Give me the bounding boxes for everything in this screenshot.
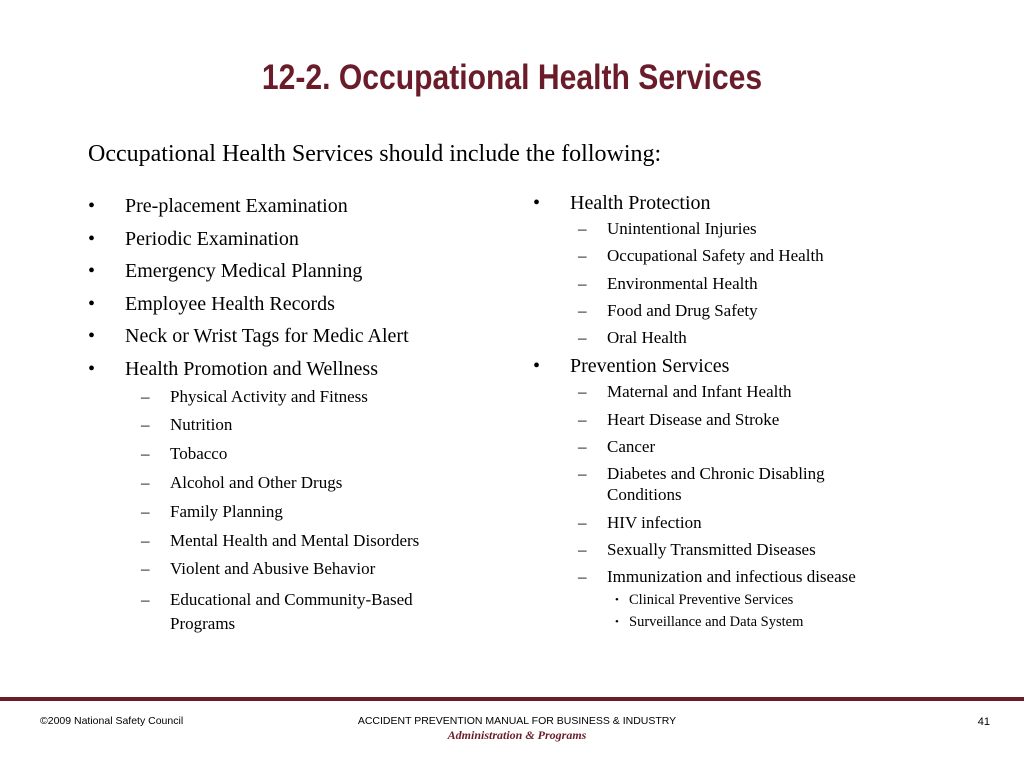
dash-icon: –	[141, 590, 150, 610]
sub-list-item	[578, 245, 953, 266]
sub-list-item	[578, 327, 953, 348]
list-item-label: Periodic Examination	[125, 227, 299, 250]
sub-list-item	[141, 588, 508, 636]
intro-text: Occupational Health Services should include the following:	[88, 141, 662, 167]
list-item-label: Prevention Services	[570, 355, 730, 378]
dash-icon: –	[578, 464, 587, 484]
bullet-icon: •	[533, 355, 541, 378]
footer-copyright: ©2009 National Safety Council	[40, 715, 184, 727]
list-item-label: Neck or Wrist Tags for Medic Alert	[125, 325, 409, 348]
dash-icon: –	[578, 273, 587, 293]
sub-sub-list-item-label: Clinical Preventive Services	[629, 592, 794, 609]
list-item	[88, 194, 508, 218]
sub-list-item	[578, 409, 953, 430]
sub-list-item-label: Mental Health and Mental Disorders	[170, 530, 420, 550]
sub-list-item-label: Family Planning	[170, 501, 283, 521]
bullet-icon: •	[615, 616, 619, 629]
sub-list-item	[578, 512, 953, 533]
dash-icon: –	[578, 512, 587, 532]
sub-list-item-label: HIV infection	[607, 512, 702, 532]
sub-list-item	[578, 566, 953, 587]
sub-list-item-label: Immunization and infectious disease	[607, 567, 856, 587]
bullet-icon: •	[88, 227, 96, 250]
list-item-label: Pre-placement Examination	[125, 195, 348, 217]
sublist-container	[88, 387, 508, 637]
list-item	[533, 191, 953, 215]
sublist-container	[533, 381, 953, 633]
sub-list-item-label: Tobacco	[170, 444, 228, 464]
dash-icon: –	[578, 300, 587, 320]
sub-list-item	[578, 381, 953, 402]
list-item-label: Employee Health Records	[125, 292, 335, 315]
sub-list-item-label: Sexually Transmitted Diseases	[607, 539, 816, 559]
health-promotion-sublist	[141, 387, 508, 637]
sub-sub-list-item	[615, 611, 953, 633]
sub-list-item-label: Educational and Community-Based Programs	[170, 590, 413, 634]
dash-icon: –	[141, 444, 150, 464]
sub-list-item-label: Oral Health	[607, 328, 687, 348]
sub-list-item	[578, 273, 953, 294]
sublist-container	[533, 218, 953, 348]
sub-list-item	[141, 387, 508, 407]
sub-list-item-label: Occupational Safety and Health	[607, 246, 824, 266]
bullet-icon: •	[88, 195, 96, 217]
bullet-icon: •	[615, 594, 619, 607]
sub-list-item	[141, 473, 508, 493]
list-item	[88, 292, 508, 316]
sub-list-item	[141, 559, 508, 579]
sub-list-item-label: Maternal and Infant Health	[607, 382, 792, 402]
footer-volume-title: Administration & Programs	[447, 728, 587, 742]
dash-icon: –	[578, 437, 587, 457]
footer-manual	[312, 715, 722, 743]
dash-icon: –	[141, 386, 150, 406]
sub-list-item-label: Environmental Health	[607, 273, 758, 293]
sub-list-item	[578, 463, 953, 505]
list-item	[533, 354, 953, 378]
health-protection-sublist	[578, 218, 953, 348]
dash-icon: –	[578, 328, 587, 348]
sub-list-item	[578, 218, 953, 239]
sub-list-item-label: Cancer	[607, 437, 656, 457]
list-item-label: Health Protection	[570, 192, 711, 214]
dash-icon: –	[141, 415, 150, 435]
sub-list-item-label: Physical Activity and Fitness	[170, 386, 368, 406]
sub-list-item-label: Heart Disease and Stroke	[607, 409, 780, 429]
sub-list-item-label: Violent and Abusive Behavior	[170, 559, 376, 579]
dash-icon: –	[578, 246, 587, 266]
subsublist-container	[578, 589, 953, 633]
footer-divider	[0, 697, 1024, 701]
bullet-icon: •	[88, 260, 96, 283]
page-number: 41	[977, 716, 990, 728]
list-item	[88, 227, 508, 251]
bullet-icon: •	[88, 357, 96, 380]
sub-sub-list-item-label: Surveillance and Data System	[629, 614, 804, 631]
sub-list-item	[578, 300, 953, 321]
dash-icon: –	[578, 219, 587, 238]
list-item-label: Emergency Medical Planning	[125, 260, 363, 283]
right-bullet-list	[533, 191, 953, 637]
sub-list-item	[141, 502, 508, 522]
dash-icon: –	[578, 539, 587, 559]
dash-icon: –	[578, 382, 587, 402]
left-bullet-list	[88, 194, 508, 645]
dash-icon: –	[578, 409, 587, 429]
sub-list-item	[141, 531, 508, 551]
sub-list-item-label: Food and Drug Safety	[607, 300, 758, 320]
sub-list-item-label: Diabetes and Chronic Disabling Conditions	[607, 464, 825, 505]
sub-list-item-label: Unintentional Injuries	[607, 219, 757, 238]
bullet-icon: •	[88, 325, 96, 348]
sub-sub-list-item	[615, 589, 953, 611]
dash-icon: –	[141, 472, 150, 492]
immunization-sublist	[578, 589, 953, 633]
sub-list-item	[141, 415, 508, 435]
dash-icon: –	[141, 501, 150, 521]
dash-icon: –	[141, 530, 150, 550]
slide-title: 12-2. Occupational Health Services	[261, 58, 763, 97]
sub-list-item	[578, 436, 953, 457]
sub-list-item-label: Nutrition	[170, 415, 233, 435]
dash-icon: –	[578, 567, 587, 587]
list-item-label: Health Promotion and Wellness	[125, 357, 378, 380]
footer-manual-title: ACCIDENT PREVENTION MANUAL FOR BUSINESS & INDUSTRY	[357, 715, 677, 727]
bullet-icon: •	[533, 192, 541, 214]
sub-list-item-label: Alcohol and Other Drugs	[170, 472, 343, 492]
dash-icon: –	[141, 559, 150, 579]
bullet-icon: •	[88, 292, 96, 315]
prevention-services-sublist	[578, 381, 953, 633]
list-item	[88, 357, 508, 381]
sub-list-item	[578, 539, 953, 560]
list-item	[88, 324, 508, 348]
list-item	[88, 259, 508, 283]
sub-list-item	[141, 444, 508, 464]
